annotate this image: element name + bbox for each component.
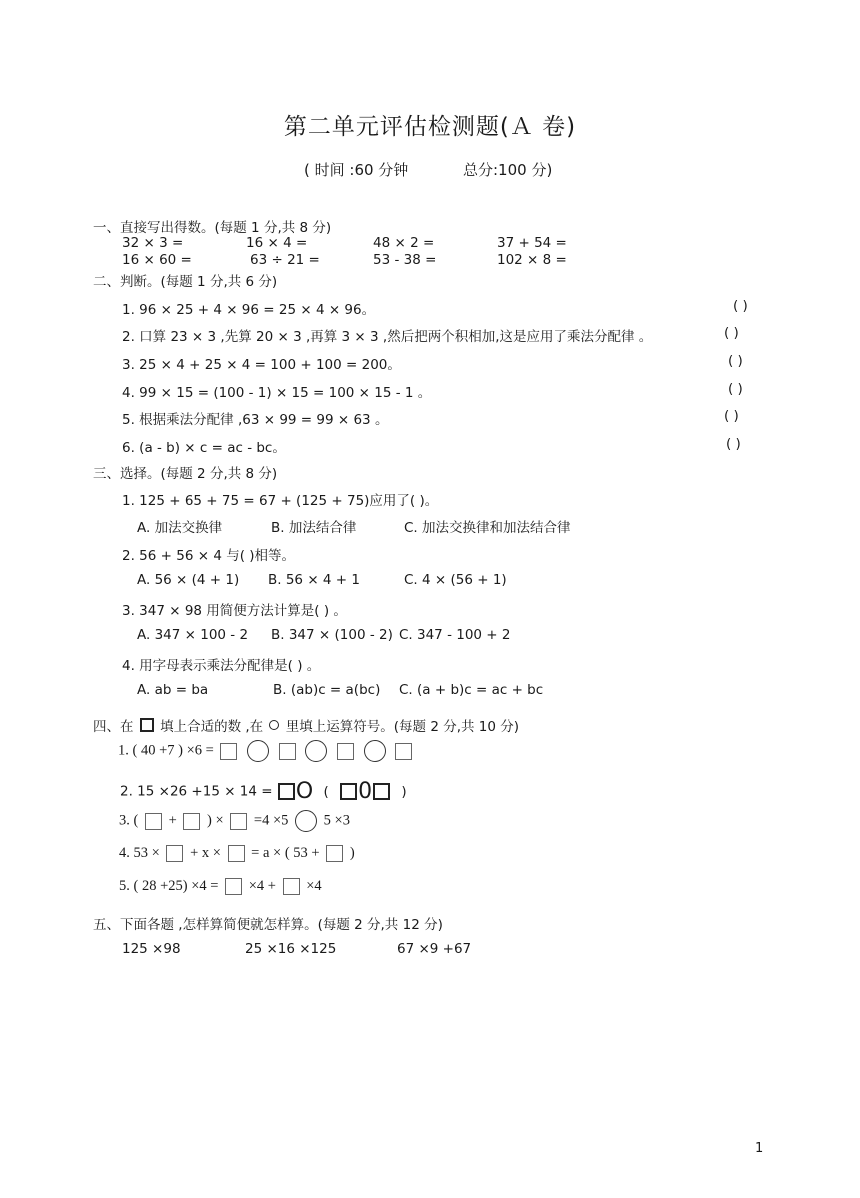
calc-item: 63 ÷ 21 =	[250, 252, 320, 268]
choice-question: 1. 125 + 65 + 75 = 67 + (125 + 75)应用了( )。	[122, 493, 439, 509]
choice-option[interactable]: C. 加法交换律和加法结合律	[404, 520, 571, 536]
expression: 4. 53 ×	[119, 845, 160, 862]
simplify-item: 25 ×16 ×125	[245, 941, 337, 957]
circle-icon	[269, 720, 279, 730]
calc-item: 53 - 38 =	[373, 252, 437, 268]
judge-item: 3. 25 × 4 + 25 × 4 = 100 + 100 = 200。	[122, 357, 401, 373]
answer-paren[interactable]: ( )	[724, 325, 739, 341]
fill-line-1	[118, 740, 415, 762]
section-5-heading: 五、下面各题 ,怎样算简便就怎样算。(每题 2 分,共 12 分)	[93, 917, 443, 933]
digit-zero: 0	[358, 779, 373, 804]
total-score: 总分:100 分)	[463, 161, 553, 179]
expression: +	[168, 812, 177, 829]
choice-option[interactable]: A. 加法交换律	[137, 520, 223, 536]
simplify-item: 125 ×98	[122, 941, 181, 957]
expression: + x ×	[190, 845, 221, 862]
answer-paren[interactable]: ( )	[726, 436, 741, 452]
answer-box[interactable]	[283, 878, 300, 895]
heading-part: 填上合适的数 ,在	[160, 719, 264, 735]
answer-box[interactable]	[145, 813, 162, 830]
square-icon	[140, 718, 154, 732]
operator-o: O	[295, 779, 314, 804]
judge-item: 4. 99 × 15 = (100 - 1) × 15 = 100 × 15 - 1 。	[122, 385, 432, 401]
paren: (	[323, 783, 329, 800]
section-3-heading: 三、选择。(每题 2 分,共 8 分)	[93, 466, 278, 482]
section-2-heading: 二、判断。(每题 1 分,共 6 分)	[93, 274, 278, 290]
calc-item: 16 × 4 =	[246, 235, 308, 251]
page-number: 1	[755, 1141, 764, 1156]
choice-option[interactable]: A. 347 × 100 - 2	[137, 627, 249, 643]
choice-option[interactable]: C. (a + b)c = ac + bc	[399, 682, 544, 698]
expression: ) ×	[207, 812, 224, 829]
calc-item: 32 × 3 =	[122, 235, 184, 251]
choice-option[interactable]: B. 56 × 4 + 1	[268, 572, 360, 588]
answer-box[interactable]	[326, 845, 343, 862]
judge-item: 1. 96 × 25 + 4 × 96 = 25 × 4 × 96。	[122, 302, 376, 318]
answer-box[interactable]	[278, 783, 295, 800]
fill-line-5	[119, 878, 322, 895]
choice-option[interactable]: A. ab = ba	[137, 682, 209, 698]
expression: )	[349, 845, 355, 862]
calc-item: 102 × 8 =	[497, 252, 567, 268]
choice-option[interactable]: B. 加法结合律	[271, 520, 357, 536]
expression: 2. 15 ×26 +15 × 14 =	[120, 783, 273, 800]
choice-option[interactable]: A. 56 × (4 + 1)	[137, 572, 240, 588]
expression: 3. (	[119, 812, 139, 829]
answer-box[interactable]	[183, 813, 200, 830]
operator-circle[interactable]	[247, 740, 269, 762]
judge-item: 5. 根据乘法分配律 ,63 × 99 = 99 × 63 。	[122, 412, 389, 428]
calc-item: 16 × 60 =	[122, 252, 192, 268]
simplify-item: 67 ×9 +67	[397, 941, 472, 957]
judge-item: 2. 口算 23 × 3 ,先算 20 × 3 ,再算 3 × 3 ,然后把两个积相加,这是应用了乘法分配律 。	[122, 329, 653, 345]
choice-question: 4. 用字母表示乘法分配律是( ) 。	[122, 658, 321, 674]
expression: 1. ( 40 +7 ) ×6 =	[118, 742, 214, 759]
answer-box[interactable]	[228, 845, 245, 862]
answer-box[interactable]	[279, 743, 296, 760]
time-limit: ( 时间 :60 分钟	[304, 161, 409, 179]
answer-box[interactable]	[220, 743, 237, 760]
expression: = a × ( 53 +	[251, 845, 320, 862]
page-title: 第二单元评估检测题(Ａ 卷)	[283, 114, 577, 140]
answer-box[interactable]	[395, 743, 412, 760]
section-4-heading	[93, 715, 519, 735]
operator-circle[interactable]	[295, 810, 317, 832]
fill-line-3	[119, 810, 350, 832]
answer-box[interactable]	[225, 878, 242, 895]
choice-option[interactable]: B. 347 × (100 - 2)	[271, 627, 393, 643]
answer-paren[interactable]: ( )	[728, 381, 743, 397]
expression: ×4 +	[248, 878, 276, 895]
paren: )	[401, 783, 407, 800]
answer-box[interactable]	[340, 783, 357, 800]
answer-paren[interactable]: ( )	[728, 353, 743, 369]
answer-box[interactable]	[337, 743, 354, 760]
answer-paren[interactable]: ( )	[733, 298, 748, 314]
expression: =4 ×5	[253, 812, 289, 829]
choice-option[interactable]: B. (ab)c = a(bc)	[273, 682, 381, 698]
heading-part: 里填上运算符号。(每题 2 分,共 10 分)	[285, 719, 520, 735]
operator-circle[interactable]	[305, 740, 327, 762]
heading-part: 四、在	[93, 719, 134, 735]
answer-box[interactable]	[166, 845, 183, 862]
judge-item: 6. (a - b) × c = ac - bc。	[122, 440, 286, 456]
calc-item: 48 × 2 =	[373, 235, 435, 251]
expression: ×4	[306, 878, 322, 895]
operator-circle[interactable]	[364, 740, 386, 762]
answer-box[interactable]	[373, 783, 390, 800]
answer-paren[interactable]: ( )	[724, 408, 739, 424]
choice-option[interactable]: C. 4 × (56 + 1)	[404, 572, 507, 588]
choice-option[interactable]: C. 347 - 100 + 2	[399, 627, 511, 643]
choice-question: 2. 56 + 56 × 4 与( )相等。	[122, 548, 296, 564]
fill-line-2	[120, 779, 407, 804]
expression: 5. ( 28 +25) ×4 =	[119, 878, 219, 895]
section-1-heading: 一、直接写出得数。(每题 1 分,共 8 分)	[93, 220, 332, 236]
answer-box[interactable]	[230, 813, 247, 830]
expression: 5 ×3	[323, 812, 350, 829]
choice-question: 3. 347 × 98 用简便方法计算是( ) 。	[122, 603, 347, 619]
fill-line-4	[119, 845, 355, 862]
calc-item: 37 + 54 =	[497, 235, 567, 251]
